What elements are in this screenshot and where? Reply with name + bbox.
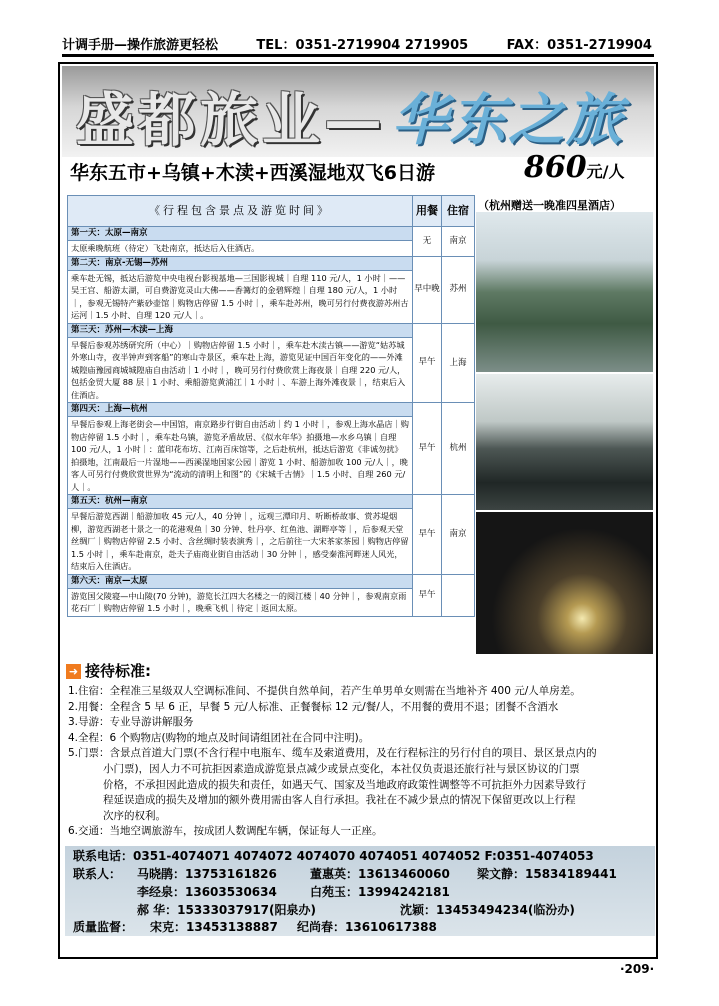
contact-person: 董惠英：13613460060 <box>310 867 450 881</box>
brand-title: 盛都旅业— <box>76 86 387 154</box>
contact-person: 李经泉：13603530634 <box>137 885 277 899</box>
contact-person: 郝 华：15333037917(阳泉办) <box>137 903 316 917</box>
day-meal: 早午 <box>413 574 442 616</box>
day-description: 早餐后游览西湖｜船游加收 45 元/人，40 分钟｜，远观三潭印月、听断桥故事、赏苏堤烟柳，游览西湖老十景之一的花港观鱼｜30 分钟、牡丹亭、红鱼池、湖畔亭等｜，后参观天堂丝绸厂｜购物店停留 2.5 小时、含丝绸时装表演秀｜，之后前往一大宋茶家茶园｜购物店停留 1.5 小时｜，乘车赴南京，赴夫子庙商业街自由活动｜30 分钟｜，感受秦淮河畔迷人风光，结束后入住酒店。 <box>68 509 413 575</box>
standard-item: 1.住宿：全程准三星级双人空调标准间、不提供自然单间，若产生单男单女则需在当地补齐 400 元/人单房差。 <box>68 685 581 697</box>
destination-title: 华东之旅 <box>392 88 624 153</box>
day-stay: 南京 <box>442 495 475 575</box>
day-meal: 无 <box>413 227 442 257</box>
day-description: 太原乘晚航班（待定）飞赴南京，抵达后入住酒店。 <box>68 241 413 257</box>
contact-person: 沈颖：13453494234(临汾办) <box>400 903 575 917</box>
contact-phone: 联系电话：0351-4074071 4074072 4074070 4074051 4074052 F:0351-4074053 <box>73 849 594 863</box>
day-stay <box>442 574 475 616</box>
day-stay: 南京 <box>442 227 475 257</box>
standard-item: 6.交通：当地空调旅游车，按成团人数调配车辆，保证每人一正座。 <box>68 825 383 838</box>
route-title: 华东五市+乌镇+木渎+西溪湿地双飞6日游 <box>70 162 435 184</box>
standard-item: 4.全程：6 个购物店(购物的地点及时间请组团社在合同中注明)。 <box>68 731 370 744</box>
standard-item: 次序的权利。 <box>103 809 166 822</box>
price <box>524 150 624 185</box>
contacts-box <box>65 846 655 936</box>
day-description: 早餐后参观上海老街会—中国馆，南京路步行街自由活动｜约 1 小时｜，参观上海水晶店｜购物店停留 1.5 小时｜，乘车赴乌镇，游览矛盾故居、《似水年华》拍摄地—水乡乌镇｜自理 100 元/人，1 小时｜：蓝印花布坊、江南百床馆等，之后赴杭州，抵达后游览《非诚勿扰》拍摄地，江南最后一片湿地——西溪湿地国家公园｜游览 1 小时、船游加收 100 元/人｜，晚客人可另行付费欣赏世界为“流动的清明上和图”的《宋城千古情》｜1.5 小时、自理 260 元/人｜。 <box>68 417 413 495</box>
day-title-row <box>68 574 475 588</box>
price-unit: 元/人 <box>586 162 625 181</box>
day-description: 游览国父陵寝—中山陵(70 分钟)，游览长江四大名楼之一的阅江楼｜40 分钟｜，参观南京雨花石厂｜购物店停留 1.5 小时｜，晚乘飞机｜待定｜返回太原。 <box>68 588 413 616</box>
day-title: 第五天：杭州—南京 <box>68 495 413 509</box>
standards-list <box>68 684 654 840</box>
day-stay: 上海 <box>442 323 475 403</box>
price-value: 860 <box>524 150 587 185</box>
day-meal: 早午 <box>413 403 442 495</box>
day-title: 第六天：南京—太原 <box>68 574 413 588</box>
standard-item: 程延误造成的损失及增加的额外费用需由客人自行承担。我社在不减少景点的情况下保留更改以上行程 <box>103 794 576 807</box>
standard-item: 小门票)，因人力不可抗拒因素造成游览景点减少或景点变化，本社仅负责退还旅行社与景区协议的门票 <box>103 762 580 775</box>
itinerary-table <box>67 195 475 617</box>
day-title: 第一天：太原—南京 <box>68 227 413 241</box>
standards-heading-text: 接待标准: <box>85 662 151 680</box>
day-title-row <box>68 495 475 509</box>
contact-person: 梁文静：15834189441 <box>477 867 617 881</box>
day-title-row <box>68 256 475 270</box>
standard-item: 价格，不承担因此造成的损失和责任，如遇天气、国家及当地政府政策性调整等不可抗拒外力因素导致行 <box>103 778 586 791</box>
day-description: 乘车赴无锡，抵达后游览中央电视台影视基地—三国影视城｜自理 110 元/人，1 小时｜——吴王宫、船游太湖，可自费游览灵山大佛——香篝灯的金碧辉煌｜自理 180 元/人，1 小时｜，参观无锡特产紫砂壶馆｜购物店停留 1.5 小时｜，乘车赴苏州，晚可另行付费夜游苏州古运河｜1.5 小时、自理 120 元/人｜。 <box>68 270 413 323</box>
standards-heading <box>66 660 151 681</box>
photo-night-city <box>476 512 653 654</box>
page-number: ·209· <box>620 962 655 976</box>
day-description: 早餐后参观苏绣研究所（中心）｜购物店停留 1.5 小时｜，乘车赴木渎古镇——游览“姑苏城外寒山寺，夜半钟声到客船”的寒山寺景区，乘车赴上海，游览见证中国百年变化的——外滩 城隍庙豫园商城城隍庙自由活动｜1 小时｜，晚可另行付费欣赏上海夜景｜自理 220 元/人，包括金贸大厦 88 层｜1 小时、乘船游览黄浦江｜1 小时｜、车游上海外滩夜景｜，结束后入住酒店。 <box>68 337 413 403</box>
day-title-row <box>68 403 475 417</box>
day-title-row <box>68 323 475 337</box>
top-divider <box>62 54 654 57</box>
fax-number: FAX：0351-2719904 <box>506 38 652 53</box>
day-title-row <box>68 227 475 241</box>
contact-label: 联系人： <box>73 867 122 881</box>
arrow-right-icon: ➜ <box>66 664 81 679</box>
supervisor: 纪尚春：13610617388 <box>297 920 437 934</box>
supervisor: 宋克：13453138887 <box>150 920 278 934</box>
standard-item: 2.用餐：全程含 5 早 6 正，早餐 5 元/人标准、正餐餐标 12 元/餐/人，不用餐的费用不退；团餐不含酒水 <box>68 700 559 713</box>
photo-caption: （杭州赠送一晚准四星酒店） <box>478 199 621 212</box>
contact-person: 马晓鹃：13753161826 <box>137 867 277 881</box>
photo-garden <box>476 212 653 372</box>
table-header-row <box>68 196 475 227</box>
contact-person: 白苑玉：13994242181 <box>310 885 450 899</box>
photo-water-town <box>476 374 653 510</box>
standard-item: 3.导游：专业导游讲解服务 <box>68 716 194 729</box>
day-stay: 杭州 <box>442 403 475 495</box>
day-title: 第四天：上海—杭州 <box>68 403 413 417</box>
table-header-stay: 住宿 <box>442 196 475 227</box>
manual-title: 计调手册—操作旅游更轻松 <box>62 38 219 53</box>
day-meal: 早午 <box>413 495 442 575</box>
tel-number: TEL：0351-2719904 2719905 <box>256 38 469 53</box>
standard-item: 5.门票：含景点首道大门票(不含行程中电瓶车、缆车及索道费用，及在行程标注的另行付自的项目、景区景点内的 <box>68 747 597 760</box>
day-stay: 苏州 <box>442 256 475 323</box>
table-header-main: 《行程包含景点及游览时间》 <box>68 196 413 227</box>
day-meal: 早午 <box>413 323 442 403</box>
day-title: 第二天：南京-无锡—苏州 <box>68 256 413 270</box>
day-title: 第三天：苏州—木渎—上海 <box>68 323 413 337</box>
top-bar <box>62 34 652 52</box>
supervisor-label: 质量监督： <box>73 920 134 934</box>
day-meal: 早中晚 <box>413 256 442 323</box>
table-header-meal: 用餐 <box>413 196 442 227</box>
